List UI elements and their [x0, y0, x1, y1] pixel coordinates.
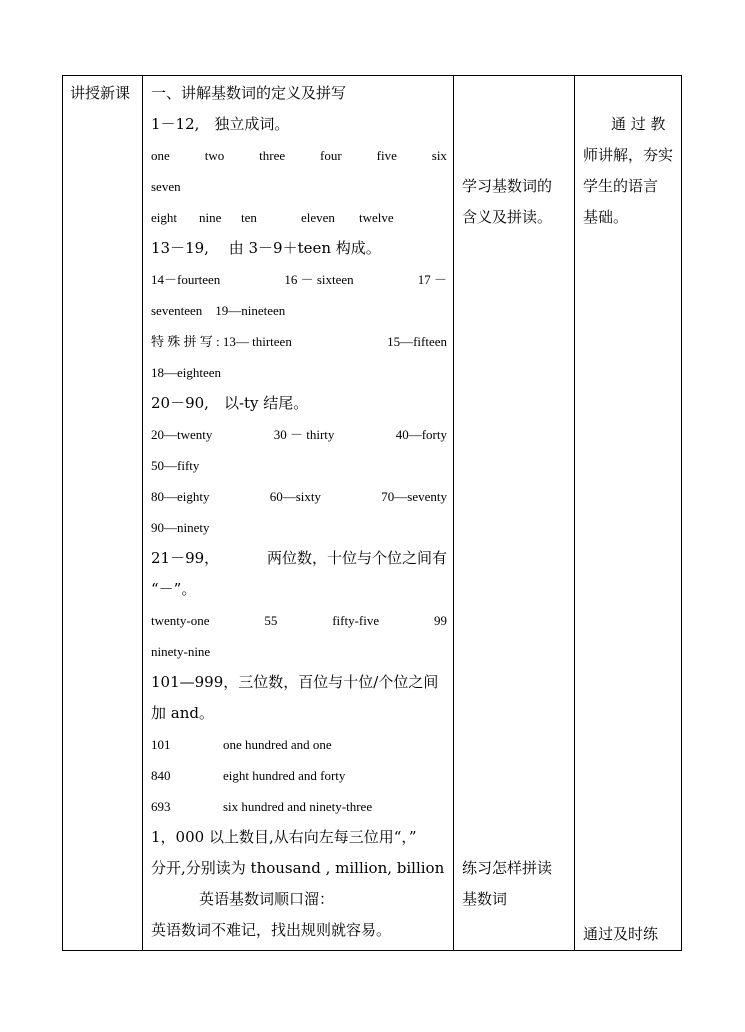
spelling-line	[151, 605, 447, 636]
intent-text: 通过及时练	[583, 925, 659, 943]
text-line: 加 and。	[151, 704, 214, 722]
text-line: 1－12, 独立成词。	[151, 115, 290, 133]
reading: eight hundred and forty	[223, 768, 346, 783]
number: 101	[151, 737, 171, 752]
reading: one hundred and one	[223, 737, 332, 752]
text-line: 分开,分别读为 thousand , million, billion	[151, 859, 445, 877]
word: eleven	[301, 210, 335, 225]
number: 840	[151, 768, 171, 783]
spelling-line	[151, 481, 447, 512]
example-line	[151, 791, 447, 822]
spelling: 20—twenty	[151, 427, 213, 442]
spelling: fifty-five	[332, 613, 380, 628]
text-line: 50—fifty	[151, 458, 200, 473]
student-activity-column	[454, 76, 575, 950]
intent-text: 学生的语言	[583, 177, 659, 195]
text-line: 1，000 以上数目,从右向左每三位用“，”	[151, 828, 417, 846]
word: five	[376, 148, 397, 163]
spelling: 特 殊 拼 写 : 13— thirteen	[151, 334, 292, 349]
spelling: 40—forty	[395, 427, 447, 442]
number: 693	[151, 799, 171, 814]
word: four	[320, 148, 342, 163]
text-line	[151, 543, 447, 574]
text-part: 21－99，	[151, 549, 220, 567]
spelling: 16 － sixteen	[284, 272, 354, 287]
stage-title: 讲授新课	[70, 84, 131, 102]
example-line	[151, 729, 447, 760]
word: six	[431, 148, 447, 163]
intent-text: 师讲解，夯实	[583, 146, 674, 164]
spelling-line	[151, 264, 447, 295]
activity-text: 含义及拼读。	[462, 208, 553, 226]
word: ten	[241, 210, 257, 225]
spelling: 80—eighty	[151, 489, 210, 504]
intent-text: 通 过 教	[611, 115, 666, 133]
activity-text: 学习基数词的	[462, 177, 553, 195]
word: eight	[151, 210, 177, 225]
rhyme-title: 英语基数词顺口溜：	[199, 890, 335, 908]
spelling: 15—fifteen	[387, 334, 447, 349]
text-line: 101—999，三位数，百位与十位/个位之间	[151, 673, 439, 691]
text-line: 90—ninety	[151, 520, 210, 535]
spelling: 60—sixty	[269, 489, 322, 504]
content-column	[143, 76, 454, 950]
reading: six hundred and ninety-three	[223, 799, 373, 814]
text-line: “－”。	[151, 580, 197, 598]
spelling: 14－fourteen	[151, 272, 221, 287]
design-intent-column	[575, 76, 683, 950]
spelling: twenty-one	[151, 613, 210, 628]
text-part: 两位数，十位与个位之间有	[266, 549, 447, 567]
stage-column	[63, 76, 143, 950]
spelling: 55	[264, 613, 278, 628]
example-line	[151, 760, 447, 791]
word: twelve	[359, 210, 394, 225]
word: three	[259, 148, 286, 163]
spelling-line	[151, 419, 447, 450]
text-line: 20－90, 以-ty 结尾。	[151, 394, 309, 412]
text-line: 13－19, 由 3－9＋teen 构成。	[151, 239, 381, 257]
spelling: 17 －	[417, 272, 447, 287]
word: nine	[199, 210, 222, 225]
text-line: seventeen 19—nineteen	[151, 303, 286, 318]
text-line: ninety-nine	[151, 644, 211, 659]
text-line: seven	[151, 179, 181, 194]
activity-text: 基数词	[462, 890, 508, 908]
spelling: 99	[433, 613, 447, 628]
spelling: 30 － thirty	[273, 427, 335, 442]
intent-text: 基础。	[583, 208, 629, 226]
text-line: 18—eighteen	[151, 365, 222, 380]
word: two	[204, 148, 225, 163]
activity-text: 练习怎样拼读	[462, 859, 553, 877]
special-spelling-line	[151, 326, 447, 357]
number-words-line	[151, 140, 447, 171]
lesson-table	[62, 75, 682, 951]
spelling: 70—seventy	[381, 489, 447, 504]
word: one	[151, 148, 170, 163]
number-words-line	[151, 202, 447, 233]
section-heading: 一、讲解基数词的定义及拼写	[151, 84, 347, 102]
text-line: 英语数词不难记，找出规则就容易。	[151, 921, 392, 939]
